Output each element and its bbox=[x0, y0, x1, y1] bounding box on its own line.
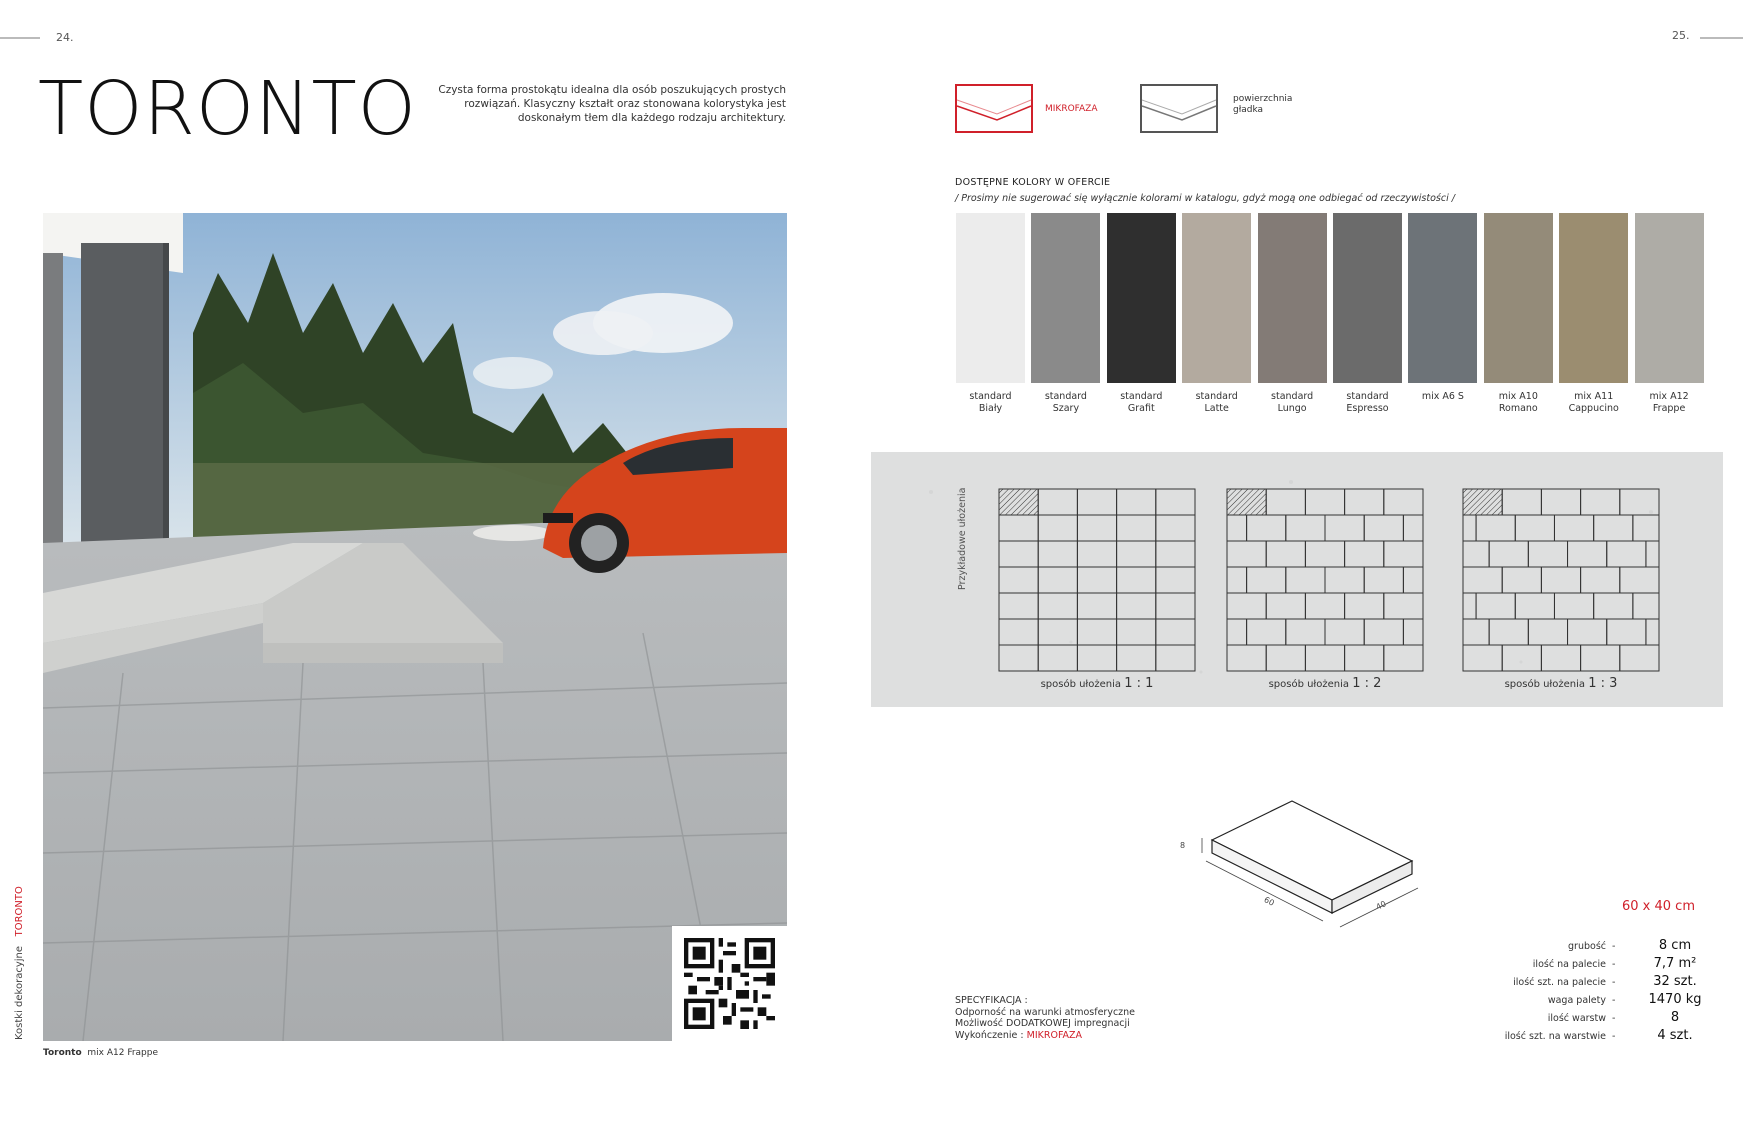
pattern-tile bbox=[1156, 645, 1195, 671]
pattern-tile bbox=[1156, 489, 1195, 515]
page-number-right: 25. bbox=[1672, 29, 1690, 42]
swatch-line1: mix A10 bbox=[1498, 391, 1538, 402]
edge-label-mikrofaza: MIKROFAZA bbox=[1045, 104, 1098, 114]
edge-icon-smooth bbox=[1140, 84, 1220, 134]
swatch-line2: Szary bbox=[1052, 403, 1080, 414]
pattern-tile bbox=[1156, 593, 1195, 619]
pattern-tile bbox=[999, 645, 1038, 671]
pattern-tile bbox=[1463, 541, 1489, 567]
pattern-tile bbox=[1156, 541, 1195, 567]
pattern-tile bbox=[1286, 619, 1325, 645]
pattern-tile bbox=[1077, 489, 1116, 515]
pattern-tile bbox=[1117, 515, 1156, 541]
pattern-tile bbox=[1305, 541, 1344, 567]
pattern-1-1 bbox=[998, 488, 1196, 673]
block-drawing bbox=[1180, 795, 1420, 935]
pattern-tile bbox=[1077, 593, 1116, 619]
pattern-tile bbox=[1403, 567, 1423, 593]
dim-height: 8 bbox=[1180, 841, 1186, 850]
pattern-tile bbox=[1286, 567, 1325, 593]
color-swatch bbox=[1258, 213, 1327, 383]
color-swatch-label bbox=[1408, 391, 1477, 403]
pattern-tile bbox=[1463, 645, 1502, 671]
pattern-tile bbox=[1266, 593, 1305, 619]
swatch-line2: Espresso bbox=[1346, 403, 1389, 414]
pattern-tile bbox=[1227, 619, 1247, 645]
param-value: 8 cm bbox=[1658, 938, 1692, 953]
pattern-tile bbox=[1077, 515, 1116, 541]
pattern-label-3: sposób ułożenia 1 : 3 bbox=[1504, 676, 1618, 691]
pattern-tile bbox=[1502, 567, 1541, 593]
color-swatch-label bbox=[1484, 391, 1553, 415]
pattern-tile bbox=[1554, 515, 1593, 541]
block-diagram bbox=[1180, 795, 1420, 935]
pattern-tile bbox=[1247, 619, 1286, 645]
pattern-sample-tile bbox=[1227, 489, 1266, 515]
pattern-tile bbox=[1038, 489, 1077, 515]
pattern-tile bbox=[1633, 515, 1659, 541]
page-title: TORONTO bbox=[38, 66, 417, 152]
header-rule-right bbox=[1700, 37, 1743, 39]
pattern-tile bbox=[1607, 541, 1646, 567]
mikrofaza-edge-icon bbox=[955, 84, 1035, 134]
pattern-tile bbox=[1581, 645, 1620, 671]
dim-length: 60 bbox=[1262, 895, 1276, 908]
pattern-tile bbox=[1541, 567, 1580, 593]
header-rule-left bbox=[0, 37, 40, 39]
param-label: grubość bbox=[1568, 941, 1606, 952]
param-label: ilość szt. na warstwie bbox=[1504, 1031, 1606, 1042]
pattern-tile bbox=[1594, 593, 1633, 619]
pattern-tile bbox=[1156, 515, 1195, 541]
color-swatch bbox=[1333, 213, 1402, 383]
side-label-name: TORONTO bbox=[14, 886, 25, 937]
pattern-1-2 bbox=[1226, 488, 1424, 673]
pattern-tile bbox=[1594, 515, 1633, 541]
pattern-sample-tile bbox=[1463, 489, 1502, 515]
swatch-line1: mix A6 S bbox=[1421, 391, 1464, 402]
size-heading: 60 x 40 cm bbox=[1622, 899, 1695, 914]
pattern-sample-tile bbox=[999, 489, 1038, 515]
spec-line-1: Odporność na warunki atmosferyczne bbox=[955, 1006, 1136, 1018]
pattern-label-1: sposób ułożenia 1 : 1 bbox=[1040, 676, 1154, 691]
swatch-line1: standard bbox=[1271, 391, 1314, 402]
pattern-tile bbox=[1489, 541, 1528, 567]
side-label-prefix: Kostki dekoracyjne bbox=[14, 945, 25, 1040]
side-label bbox=[14, 886, 25, 1040]
pattern-tile bbox=[1345, 489, 1384, 515]
pattern-tile bbox=[1541, 645, 1580, 671]
param-dash: - bbox=[1612, 1013, 1616, 1024]
pattern-tile bbox=[1227, 541, 1266, 567]
color-swatch bbox=[956, 213, 1025, 383]
swatch-line1: mix A12 bbox=[1649, 391, 1689, 402]
pattern-tile bbox=[1463, 619, 1489, 645]
pattern-tile bbox=[1038, 515, 1077, 541]
pattern-tile bbox=[1502, 489, 1541, 515]
color-swatch bbox=[1107, 213, 1176, 383]
specification bbox=[955, 995, 1215, 1041]
param-row bbox=[1480, 992, 1720, 1008]
swatch-line1: mix A11 bbox=[1574, 391, 1614, 402]
pattern-tile bbox=[1325, 619, 1364, 645]
parameters-table bbox=[1480, 938, 1720, 1048]
color-swatch-label bbox=[1635, 391, 1704, 415]
pattern-tile bbox=[1227, 645, 1266, 671]
pattern-tile bbox=[1227, 593, 1266, 619]
swatch-line2: Cappucino bbox=[1568, 403, 1619, 414]
pattern-tile bbox=[1117, 593, 1156, 619]
param-row bbox=[1480, 938, 1720, 954]
color-swatch-label bbox=[1182, 391, 1251, 415]
pattern-tile bbox=[1476, 593, 1515, 619]
pattern-tile bbox=[1117, 489, 1156, 515]
color-swatch-label bbox=[956, 391, 1025, 415]
swatch-line2: Grafit bbox=[1127, 403, 1155, 414]
pattern-tile bbox=[1286, 515, 1325, 541]
param-row bbox=[1480, 974, 1720, 990]
pattern-tile bbox=[1038, 645, 1077, 671]
swatch-line1: standard bbox=[1044, 391, 1087, 402]
pattern-tile bbox=[1156, 619, 1195, 645]
pattern-tile bbox=[1345, 593, 1384, 619]
color-swatch-label bbox=[1559, 391, 1628, 415]
pattern-tile bbox=[1117, 567, 1156, 593]
swatch-line2: Biały bbox=[978, 403, 1003, 414]
pattern-tile bbox=[1325, 567, 1364, 593]
dim-width: 40 bbox=[1374, 899, 1388, 912]
pattern-tile bbox=[1403, 515, 1423, 541]
pattern-tile bbox=[1156, 567, 1195, 593]
colors-note: / Prosimy nie sugerować się wyłącznie kolorami w katalogu, gdyż mogą one odbiegać od rzeczywistości / bbox=[955, 193, 1455, 204]
pattern-tile bbox=[1463, 567, 1502, 593]
color-swatch bbox=[1182, 213, 1251, 383]
color-swatch-label bbox=[1031, 391, 1100, 415]
pattern-tile bbox=[1077, 541, 1116, 567]
param-dash: - bbox=[1612, 995, 1616, 1006]
pattern-tile bbox=[1646, 541, 1659, 567]
pattern-tile bbox=[1117, 645, 1156, 671]
spec-title: SPECYFIKACJA : bbox=[955, 995, 1028, 1006]
pattern-tile bbox=[1345, 541, 1384, 567]
color-swatch-label bbox=[1333, 391, 1402, 415]
pattern-tile bbox=[1476, 515, 1515, 541]
pattern-tile bbox=[999, 515, 1038, 541]
swatch-line1: standard bbox=[1346, 391, 1389, 402]
color-swatches bbox=[956, 213, 1701, 423]
pattern-tile bbox=[1463, 515, 1476, 541]
pattern-tile bbox=[1554, 593, 1593, 619]
pattern-tile bbox=[1364, 567, 1403, 593]
caption-name: Toronto bbox=[43, 1048, 82, 1058]
pattern-tile bbox=[1384, 541, 1423, 567]
color-swatch bbox=[1031, 213, 1100, 383]
pattern-tile bbox=[1227, 515, 1247, 541]
pattern-tile bbox=[1607, 619, 1646, 645]
swatch-line1: standard bbox=[1120, 391, 1163, 402]
param-value: 32 szt. bbox=[1653, 974, 1697, 989]
pattern-tile bbox=[1038, 593, 1077, 619]
color-swatch-label bbox=[1107, 391, 1176, 415]
pattern-tile bbox=[1227, 567, 1247, 593]
pattern-tile bbox=[999, 593, 1038, 619]
product-photo bbox=[43, 213, 787, 1041]
param-row bbox=[1480, 1028, 1720, 1044]
swatch-line2: Latte bbox=[1204, 403, 1229, 414]
pattern-tile bbox=[1646, 619, 1659, 645]
pattern-tile bbox=[1568, 541, 1607, 567]
param-label: ilość szt. na palecie bbox=[1513, 977, 1606, 988]
patterns-panel bbox=[871, 452, 1723, 707]
intro-text: Czysta forma prostokątu idealna dla osób poszukujących prostych rozwiązań. Klasyczny kształt oraz stonowana kolorystyka jest doskonałym tłem dla każdego rodzaju architektury. bbox=[438, 84, 786, 124]
pattern-tile bbox=[1502, 645, 1541, 671]
pattern-tile bbox=[1620, 489, 1659, 515]
swatch-line2: Lungo bbox=[1277, 403, 1307, 414]
photo-illustration bbox=[43, 213, 787, 1041]
qr-code-icon bbox=[684, 938, 775, 1029]
pattern-tile bbox=[1266, 489, 1305, 515]
colors-heading: DOSTĘPNE KOLORY W OFERCIE bbox=[955, 177, 1111, 188]
pattern-tile bbox=[1117, 541, 1156, 567]
pattern-tile bbox=[1266, 645, 1305, 671]
pattern-tile bbox=[1325, 515, 1364, 541]
param-value: 1470 kg bbox=[1648, 992, 1702, 1007]
pattern-tile bbox=[1305, 593, 1344, 619]
page-number-left: 24. bbox=[56, 31, 74, 44]
pattern-tile bbox=[1364, 619, 1403, 645]
spec-finish: Wykończenie : MIKROFAZA bbox=[955, 1029, 1083, 1041]
param-dash: - bbox=[1612, 959, 1616, 970]
pattern-tile bbox=[999, 541, 1038, 567]
param-row bbox=[1480, 956, 1720, 972]
spec-line-2: Możliwość DODATKOWEJ impregnacji bbox=[955, 1018, 1130, 1029]
param-dash: - bbox=[1612, 941, 1616, 952]
caption-color: mix A12 Frappe bbox=[87, 1048, 159, 1058]
edge-label-smooth: powierzchnia gładka bbox=[1233, 94, 1293, 115]
smooth-edge-icon bbox=[1140, 84, 1220, 134]
pattern-tile bbox=[1568, 619, 1607, 645]
pattern-tile bbox=[1528, 619, 1567, 645]
pattern-tile bbox=[1038, 619, 1077, 645]
param-label: waga palety bbox=[1547, 995, 1606, 1006]
color-swatch bbox=[1484, 213, 1553, 383]
color-swatch bbox=[1559, 213, 1628, 383]
param-dash: - bbox=[1612, 1031, 1616, 1042]
patterns-side-label: Przykładowe ułożenia bbox=[957, 487, 968, 590]
pattern-tile bbox=[1266, 541, 1305, 567]
swatch-line2: Frappe bbox=[1652, 403, 1686, 414]
pattern-tile bbox=[1633, 593, 1659, 619]
pattern-tile bbox=[1384, 645, 1423, 671]
pattern-tile bbox=[1077, 619, 1116, 645]
edge-icon-mikrofaza bbox=[955, 84, 1035, 134]
pattern-tile bbox=[1345, 645, 1384, 671]
pattern-tile bbox=[1463, 593, 1476, 619]
pattern-tile bbox=[1403, 619, 1423, 645]
color-swatch bbox=[1635, 213, 1704, 383]
swatch-line2: Romano bbox=[1498, 403, 1538, 414]
pattern-tile bbox=[1077, 567, 1116, 593]
param-value: 4 szt. bbox=[1657, 1028, 1693, 1043]
pattern-tile bbox=[1364, 515, 1403, 541]
pattern-tile bbox=[1515, 515, 1554, 541]
pattern-tile bbox=[1305, 645, 1344, 671]
pattern-tile bbox=[1305, 489, 1344, 515]
pattern-tile bbox=[1247, 515, 1286, 541]
pattern-tile bbox=[1515, 593, 1554, 619]
pattern-tile bbox=[1581, 489, 1620, 515]
param-value: 7,7 m² bbox=[1653, 956, 1697, 971]
param-label: ilość warstw bbox=[1547, 1013, 1606, 1024]
color-swatch bbox=[1408, 213, 1477, 383]
pattern-tile bbox=[1620, 645, 1659, 671]
qr-code[interactable] bbox=[672, 926, 787, 1041]
pattern-tile bbox=[999, 619, 1038, 645]
pattern-tile bbox=[1581, 567, 1620, 593]
param-value: 8 bbox=[1670, 1010, 1680, 1025]
pattern-tile bbox=[1247, 567, 1286, 593]
pattern-1-3 bbox=[1462, 488, 1660, 673]
pattern-tile bbox=[1384, 489, 1423, 515]
pattern-tile bbox=[1620, 567, 1659, 593]
pattern-tile bbox=[999, 567, 1038, 593]
param-dash: - bbox=[1612, 977, 1616, 988]
pattern-tile bbox=[1038, 567, 1077, 593]
pattern-tile bbox=[1541, 489, 1580, 515]
swatch-line1: standard bbox=[969, 391, 1012, 402]
param-row bbox=[1480, 1010, 1720, 1026]
pattern-tile bbox=[1077, 645, 1116, 671]
param-label: ilość na palecie bbox=[1532, 959, 1606, 970]
pattern-tile bbox=[1384, 593, 1423, 619]
pattern-tile bbox=[1117, 619, 1156, 645]
photo-caption bbox=[43, 1048, 158, 1058]
swatch-line1: standard bbox=[1195, 391, 1238, 402]
pattern-tile bbox=[1489, 619, 1528, 645]
color-swatch-label bbox=[1258, 391, 1327, 415]
pattern-label-2: sposób ułożenia 1 : 2 bbox=[1268, 676, 1382, 691]
pattern-tile bbox=[1038, 541, 1077, 567]
pattern-tile bbox=[1528, 541, 1567, 567]
